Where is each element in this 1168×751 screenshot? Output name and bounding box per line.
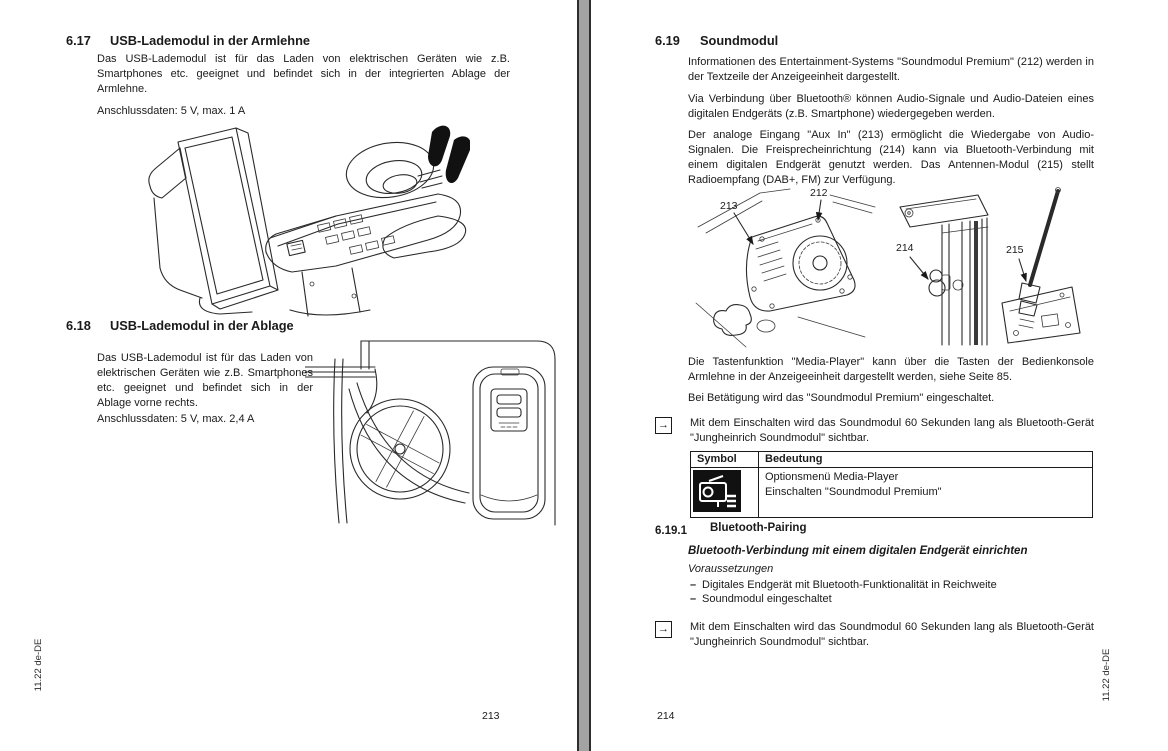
paragraph-619-2: Via Verbindung über Bluetooth® können Audio-Signale und Audio-Dateien eines digitalen Endgeräts (z.B. Smartphone) wiedergegeben werden. bbox=[688, 93, 1094, 120]
paragraph-618: Das USB-Lademodul ist für das Laden von elektrischen Geräten wie z.B. Smartphones etc. geeignet und befindet sich in der Ablage vorne rechts. bbox=[97, 352, 313, 409]
col-header-meaning: Bedeutung bbox=[759, 452, 1093, 468]
speaker-subfigure bbox=[696, 187, 875, 347]
label-213: 213 bbox=[720, 200, 738, 212]
specs-617: Anschlussdaten: 5 V, max. 1 A bbox=[97, 105, 246, 117]
section-heading-617 bbox=[66, 33, 311, 48]
meaning-line-2: Einschalten "Soundmodul Premium" bbox=[765, 486, 942, 498]
note-arrow-icon: → bbox=[655, 417, 672, 434]
section-title: USB-Lademodul in der Armlehne bbox=[110, 33, 311, 48]
round-recess bbox=[345, 394, 455, 503]
section-title: Soundmodul bbox=[700, 33, 779, 48]
usb-tray bbox=[473, 367, 545, 519]
prerequisite-item-2 bbox=[690, 592, 1094, 606]
display-unit bbox=[178, 128, 278, 309]
manual-page-214 bbox=[591, 0, 1168, 751]
symbol-cell bbox=[691, 468, 759, 518]
label-215: 215 bbox=[1006, 244, 1024, 256]
dash-bullet: – bbox=[690, 593, 697, 605]
label-212: 212 bbox=[810, 187, 828, 199]
table-header-row bbox=[691, 452, 1093, 468]
manual-page-213 bbox=[0, 0, 577, 751]
joystick-levers bbox=[418, 126, 470, 188]
antenna-subfigure bbox=[1002, 188, 1080, 344]
section-title: Bluetooth-Pairing bbox=[710, 522, 807, 534]
note-text: Mit dem Einschalten wird das Soundmodul 60 Sekunden lang als Bluetooth-Gerät "Jungheinrich Soundmodul" sichtbar. bbox=[690, 621, 1094, 648]
prerequisite-text: Soundmodul eingeschaltet bbox=[702, 593, 832, 605]
section-number: 6.18 bbox=[66, 318, 91, 333]
prerequisites-label: Voraussetzungen bbox=[688, 563, 774, 575]
prerequisite-text: Digitales Endgerät mit Bluetooth-Funktionalität in Reichweite bbox=[702, 579, 997, 591]
dash-bullet: – bbox=[690, 579, 697, 591]
section-number: 6.19 bbox=[655, 33, 680, 48]
edition-note-right: 11.22 de-DE bbox=[1101, 648, 1112, 702]
paragraph-617: Das USB-Lademodul ist für das Laden von elektrischen Geräten wie z.B. Smartphones etc. geeignet und befindet sich in der integrierten Ablage der Armlehne. bbox=[97, 53, 510, 95]
edition-note-left: 11.22 de-DE bbox=[33, 638, 44, 692]
note-arrow-icon: → bbox=[655, 621, 672, 638]
page-number-left: 213 bbox=[482, 710, 500, 722]
specs-618: Anschlussdaten: 5 V, max. 2,4 A bbox=[97, 413, 255, 425]
armrest-console-drawing bbox=[140, 120, 470, 318]
figure-soundmodul bbox=[690, 185, 1160, 350]
section-title: USB-Lademodul in der Ablage bbox=[110, 318, 294, 333]
subheading-bluetooth: Bluetooth-Verbindung mit einem digitalen Endgerät einrichten bbox=[688, 545, 1028, 557]
paragraph-619-4: Die Tastenfunktion "Media-Player" kann über die Tasten der Bedienkonsole Armlehne in der Anzeigeeinheit dargestellt werden, siehe Seite 85. bbox=[688, 356, 1094, 383]
figure-armrest-console bbox=[140, 120, 470, 318]
front-tray-drawing bbox=[305, 337, 570, 527]
note-text: Mit dem Einschalten wird das Soundmodul 60 Sekunden lang als Bluetooth-Gerät "Jungheinrich Soundmodul" sichtbar. bbox=[690, 417, 1094, 444]
section-number: 6.19.1 bbox=[655, 525, 687, 537]
radio-icon bbox=[693, 470, 741, 512]
label-214: 214 bbox=[896, 242, 914, 254]
meaning-line-1: Optionsmenü Media-Player bbox=[765, 471, 899, 483]
meaning-cell bbox=[759, 468, 1093, 518]
paragraph-619-5: Bei Betätigung wird das "Soundmodul Premium" eingeschaltet. bbox=[688, 392, 995, 404]
prerequisite-item-1 bbox=[690, 578, 1094, 592]
table-row bbox=[691, 468, 1093, 518]
figure-front-tray bbox=[305, 337, 570, 527]
col-header-symbol: Symbol bbox=[691, 452, 759, 468]
section-heading-6191 bbox=[655, 522, 807, 537]
page-spine-divider bbox=[577, 0, 591, 751]
microphone-subfigure bbox=[896, 195, 988, 345]
section-number: 6.17 bbox=[66, 33, 91, 48]
symbol-table bbox=[690, 451, 1093, 518]
page-number-right: 214 bbox=[657, 710, 675, 722]
info-note-1 bbox=[655, 416, 1094, 446]
soundmodul-drawing bbox=[690, 185, 1160, 350]
info-note-2 bbox=[655, 620, 1094, 650]
section-heading-618 bbox=[66, 318, 294, 333]
paragraph-619-1: Informationen des Entertainment-Systems "Soundmodul Premium" (212) werden in der Textzeile der Anzeigeeinheit dargestellt. bbox=[688, 56, 1094, 83]
paragraph-619-3: Der analoge Eingang "Aux In" (213) ermöglicht die Wiedergabe von Audio-Signalen. Die Freisprecheinrichtung (214) kann via Bluetooth-Verbindung mit einem digitalen Endgerät genutzt werden. Das Antennen-Modul (215) stellt Radioempfang (DAB+, FM) zur Verfügung. bbox=[688, 129, 1094, 186]
section-heading-619 bbox=[655, 33, 779, 48]
usb-module bbox=[287, 240, 305, 255]
